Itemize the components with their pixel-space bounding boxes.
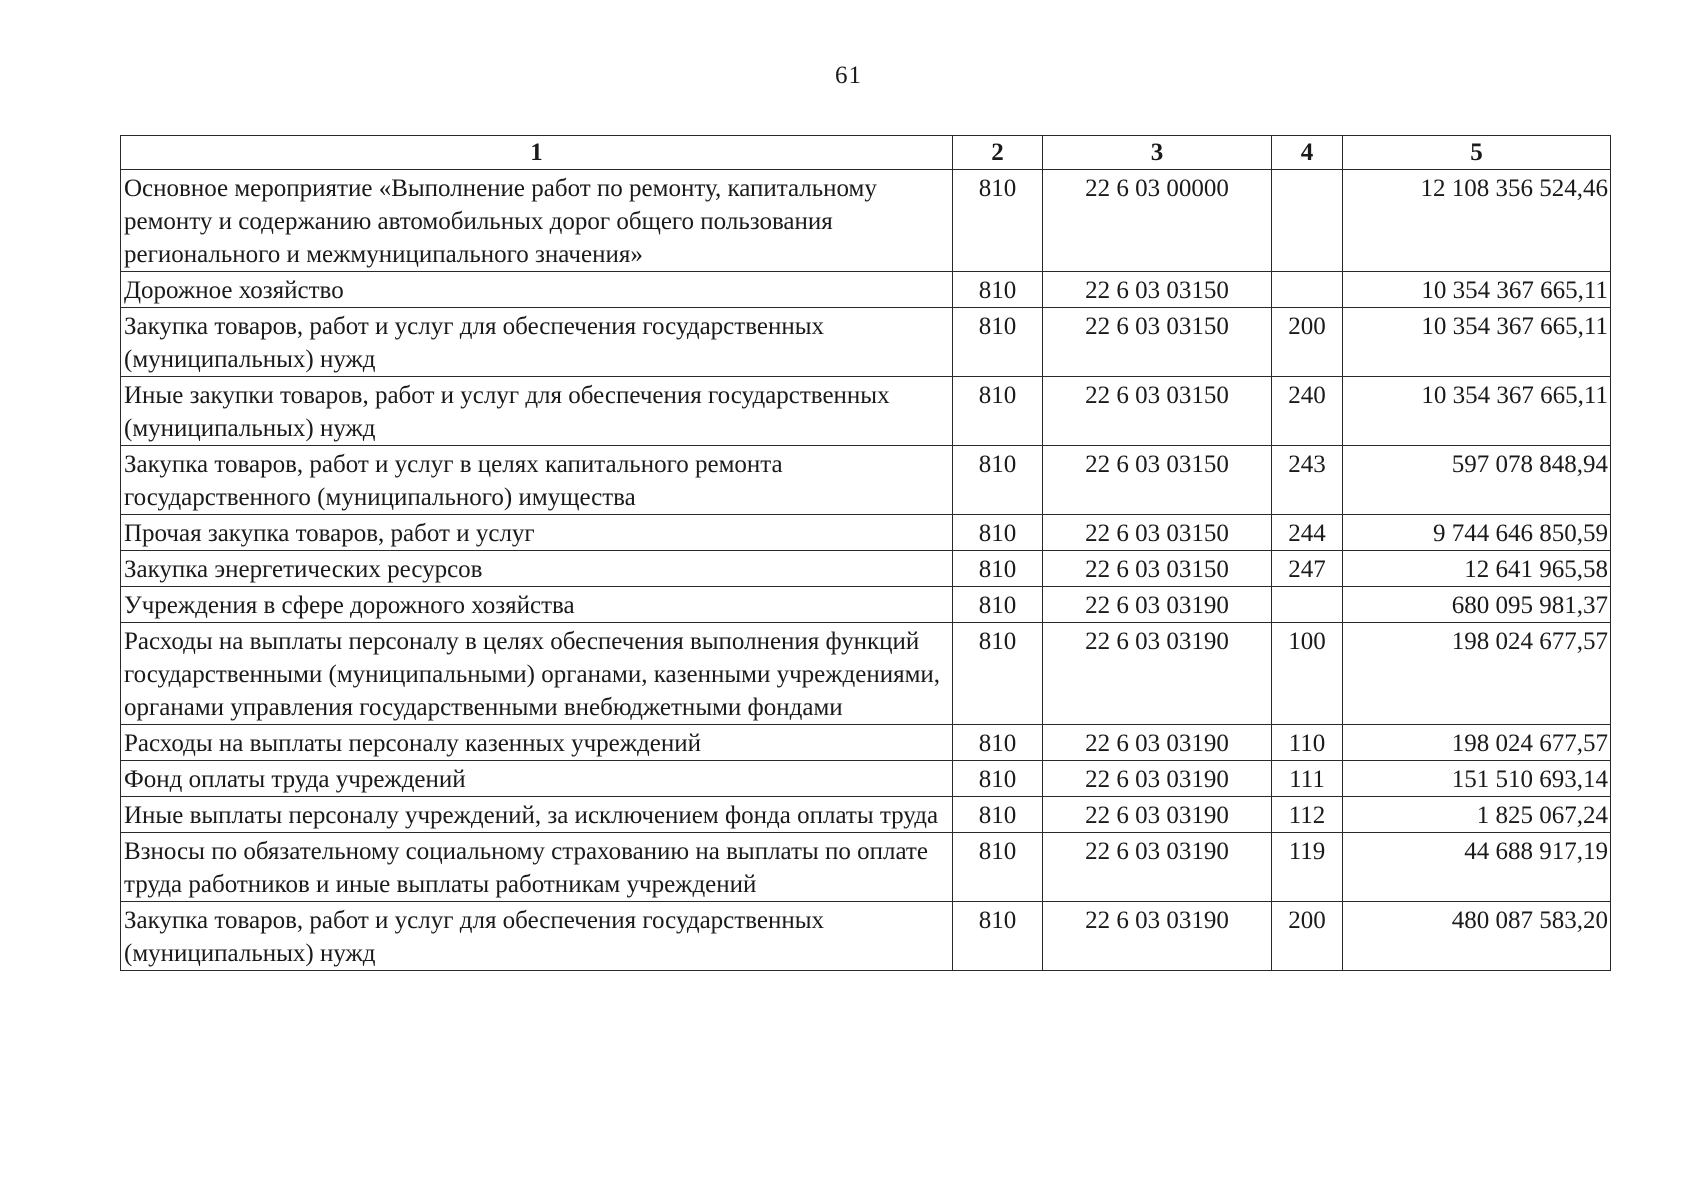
cell-ved-code: 810 [953, 587, 1043, 623]
cell-name: Учреждения в сфере дорожного хозяйства [121, 587, 953, 623]
cell-target-article: 22 6 03 03190 [1043, 725, 1272, 761]
cell-ved-code: 810 [953, 170, 1043, 272]
header-col-2: 2 [953, 136, 1043, 170]
cell-amount: 10 354 367 665,11 [1343, 272, 1611, 308]
cell-amount: 12 108 356 524,46 [1343, 170, 1611, 272]
cell-ved-code: 810 [953, 515, 1043, 551]
cell-target-article: 22 6 03 03150 [1043, 551, 1272, 587]
cell-expense-type: 110 [1272, 725, 1343, 761]
cell-ved-code: 810 [953, 797, 1043, 833]
table-row [121, 902, 1611, 971]
table-row [121, 587, 1611, 623]
cell-name: Иные выплаты персоналу учреждений, за исключением фонда оплаты труда [121, 797, 953, 833]
cell-name: Расходы на выплаты персоналу казенных учреждений [121, 725, 953, 761]
budget-table [120, 135, 1611, 971]
cell-name: Закупка энергетических ресурсов [121, 551, 953, 587]
table-row [121, 377, 1611, 446]
cell-expense-type: 200 [1272, 308, 1343, 377]
cell-expense-type: 240 [1272, 377, 1343, 446]
cell-amount: 198 024 677,57 [1343, 623, 1611, 725]
cell-expense-type: 119 [1272, 833, 1343, 902]
cell-name: Дорожное хозяйство [121, 272, 953, 308]
cell-target-article: 22 6 03 03150 [1043, 515, 1272, 551]
cell-amount: 1 825 067,24 [1343, 797, 1611, 833]
cell-ved-code: 810 [953, 308, 1043, 377]
cell-amount: 12 641 965,58 [1343, 551, 1611, 587]
header-col-3: 3 [1043, 136, 1272, 170]
cell-name: Закупка товаров, работ и услуг для обеспечения государственных (муниципальных) нужд [121, 902, 953, 971]
cell-name: Закупка товаров, работ и услуг для обеспечения государственных (муниципальных) нужд [121, 308, 953, 377]
table-row [121, 797, 1611, 833]
cell-expense-type: 111 [1272, 761, 1343, 797]
cell-expense-type: 200 [1272, 902, 1343, 971]
cell-expense-type: 247 [1272, 551, 1343, 587]
table-row [121, 308, 1611, 377]
cell-ved-code: 810 [953, 551, 1043, 587]
cell-target-article: 22 6 03 03150 [1043, 446, 1272, 515]
cell-name: Расходы на выплаты персоналу в целях обеспечения выполнения функций государственными (муниципальными) органами, казенными учреждениями, органами управления государственными внебюджетными фондами [121, 623, 953, 725]
table-body [121, 170, 1611, 971]
cell-name: Закупка товаров, работ и услуг в целях капитального ремонта государственного (муниципального) имущества [121, 446, 953, 515]
cell-name: Прочая закупка товаров, работ и услуг [121, 515, 953, 551]
cell-target-article: 22 6 03 03190 [1043, 587, 1272, 623]
cell-expense-type [1272, 587, 1343, 623]
cell-ved-code: 810 [953, 272, 1043, 308]
cell-ved-code: 810 [953, 377, 1043, 446]
table-header-row [121, 136, 1611, 170]
cell-name: Фонд оплаты труда учреждений [121, 761, 953, 797]
cell-ved-code: 810 [953, 902, 1043, 971]
cell-amount: 480 087 583,20 [1343, 902, 1611, 971]
cell-amount: 44 688 917,19 [1343, 833, 1611, 902]
cell-target-article: 22 6 03 03190 [1043, 902, 1272, 971]
cell-amount: 10 354 367 665,11 [1343, 377, 1611, 446]
cell-ved-code: 810 [953, 725, 1043, 761]
cell-target-article: 22 6 03 03190 [1043, 761, 1272, 797]
cell-expense-type: 112 [1272, 797, 1343, 833]
header-col-5: 5 [1343, 136, 1611, 170]
cell-amount: 9 744 646 850,59 [1343, 515, 1611, 551]
cell-name: Иные закупки товаров, работ и услуг для обеспечения государственных (муниципальных) нужд [121, 377, 953, 446]
cell-amount: 597 078 848,94 [1343, 446, 1611, 515]
table-row [121, 446, 1611, 515]
cell-ved-code: 810 [953, 761, 1043, 797]
table-row [121, 761, 1611, 797]
header-col-4: 4 [1272, 136, 1343, 170]
page-number: 61 [835, 62, 862, 89]
table-row [121, 515, 1611, 551]
cell-amount: 198 024 677,57 [1343, 725, 1611, 761]
cell-target-article: 22 6 03 03150 [1043, 272, 1272, 308]
cell-target-article: 22 6 03 03190 [1043, 797, 1272, 833]
cell-amount: 680 095 981,37 [1343, 587, 1611, 623]
cell-expense-type [1272, 170, 1343, 272]
cell-ved-code: 810 [953, 833, 1043, 902]
cell-amount: 151 510 693,14 [1343, 761, 1611, 797]
cell-target-article: 22 6 03 03190 [1043, 623, 1272, 725]
cell-name: Основное мероприятие «Выполнение работ по ремонту, капитальному ремонту и содержанию автомобильных дорог общего пользования регионального и межмуниципального значения» [121, 170, 953, 272]
cell-target-article: 22 6 03 03190 [1043, 833, 1272, 902]
table-row [121, 725, 1611, 761]
table-row [121, 833, 1611, 902]
table-row [121, 623, 1611, 725]
table-row [121, 170, 1611, 272]
table-row [121, 272, 1611, 308]
cell-name: Взносы по обязательному социальному страхованию на выплаты по оплате труда работников и иные выплаты работникам учреждений [121, 833, 953, 902]
cell-ved-code: 810 [953, 623, 1043, 725]
cell-expense-type: 100 [1272, 623, 1343, 725]
cell-expense-type: 244 [1272, 515, 1343, 551]
header-col-1: 1 [121, 136, 953, 170]
cell-expense-type: 243 [1272, 446, 1343, 515]
cell-target-article: 22 6 03 00000 [1043, 170, 1272, 272]
table-row [121, 551, 1611, 587]
cell-target-article: 22 6 03 03150 [1043, 377, 1272, 446]
cell-expense-type [1272, 272, 1343, 308]
cell-amount: 10 354 367 665,11 [1343, 308, 1611, 377]
cell-ved-code: 810 [953, 446, 1043, 515]
cell-target-article: 22 6 03 03150 [1043, 308, 1272, 377]
